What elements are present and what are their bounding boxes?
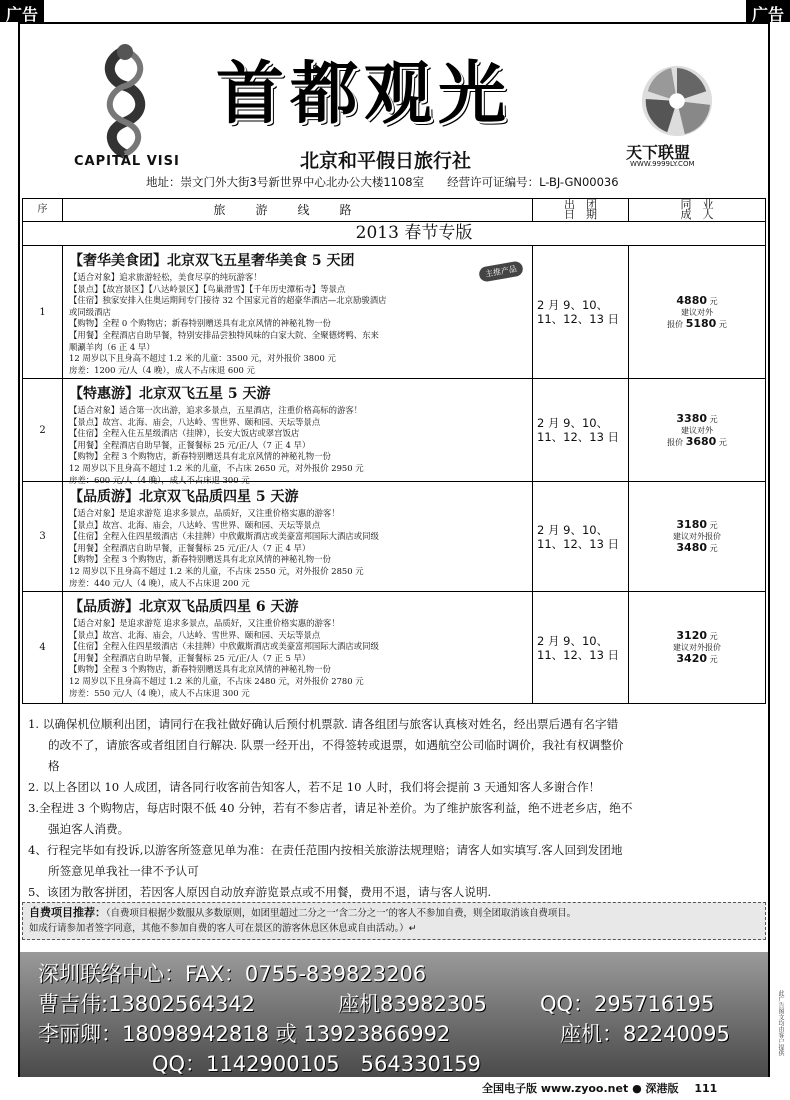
route-title: 【品质游】北京双飞品质四星 6 天游	[69, 599, 299, 615]
row-content	[63, 246, 533, 378]
disclaimer-side: 此广告图文均由客户提供	[777, 990, 784, 1056]
route-line: 房差：1200 元/人（4 晚），成人不占床退 600 元	[69, 364, 255, 375]
address-line: 地址：崇文门外大街3号新世界中心北办公大楼1108室 经营许可证编号：L-BJ-GN00036	[146, 175, 619, 189]
price-cell	[629, 246, 765, 378]
route-title: 【奢华美食团】北京双飞五星奢华美食 5 天团	[69, 253, 355, 269]
price-note: 建议对外报价	[673, 643, 721, 652]
route-line: 【适合对象】是追求游览 追求多景点，品质好，又注重价格实惠的游客！	[69, 618, 340, 628]
route-line: 12 周岁以下且身高不超过 1.2 米的儿童，不占床 2550 元，对外报价 2850 元	[69, 565, 364, 576]
retail-price: 3680	[685, 434, 717, 448]
yuan-unit: 元	[709, 632, 718, 641]
route-line: 【用餐】全程酒店自助早餐，正餐餐标 25 元/正/人（7 正 4 早）	[69, 542, 311, 553]
yuan-unit: 元	[709, 414, 718, 424]
capital-logo-icon	[60, 42, 190, 162]
route-line: 房差：440 元/人（4 晚），成人不占床退 200 元	[69, 577, 250, 588]
yuan-unit: 元	[718, 437, 727, 447]
note-text-cont: 的改不了，请旅客或者组团自行解决. 队票一经开出，不得签转或退票，如遇航空公司临时调价，我社有权调整价	[48, 738, 624, 752]
route-line: 【景点】故宫、北海、庙会，八达岭、雪世界、颐和园、天坛等景点	[69, 629, 321, 640]
contact-seat-2: 座机：82240095	[560, 1022, 730, 1046]
table-row	[22, 592, 766, 704]
route-line: 房差：600 元/人（4 晚），成人不占床退 300 元	[69, 474, 250, 485]
row-content	[63, 482, 533, 591]
table-row	[22, 379, 766, 485]
note-text-cont: 强迫客人消费。	[48, 822, 130, 836]
note-text: 5、该团为散客拼团，若因客人原因自动放弃游览景点或不用餐，费用不退，请与客人说明.	[28, 885, 492, 899]
note-item	[28, 777, 762, 798]
peer-price: 3120	[676, 629, 708, 642]
price-note: 建议对外	[681, 425, 713, 435]
header-dates	[533, 199, 629, 221]
contact-qq-2: QQ：1142900105 564330159	[152, 1052, 481, 1076]
row-number: 3	[23, 482, 63, 591]
price-cell	[629, 379, 765, 481]
contact-name-2: 李丽卿：18098942818 或 13923866992	[38, 1022, 451, 1046]
row-number: 2	[23, 379, 63, 481]
note-text: 1. 以确保机位顺利出团，请同行在我社做好确认后预付机票款. 请各组团与旅客认真核对姓名，经出票后遇有名字错	[28, 717, 619, 731]
optional-activities	[22, 902, 766, 940]
row-content	[63, 592, 533, 703]
price-label: 报价	[667, 437, 684, 447]
yuan-unit: 元	[709, 521, 718, 530]
retail-price: 3420	[676, 652, 708, 665]
optional-text-2: 如成行请参加者签字同意，其他不参加自费的客人可在景区的游客休息区休息或自由活动。）↵	[29, 923, 417, 934]
price-note: 建议对外报价	[673, 532, 721, 541]
route-line: 12 周岁以下且身高不超过 1.2 米的儿童，不占床 2480 元，对外报价 2780 元	[69, 675, 364, 686]
route-line: 【景点】【故宫景区】【八达岭景区】【鸟巢滑雪】【千年历史潭柘寺】等景点	[69, 283, 346, 294]
yuan-unit: 元	[718, 319, 727, 329]
footer-logo-icon: ●	[632, 1082, 642, 1095]
note-text: 4、行程完毕如有投诉,以游客所签意见单为准：在责任范围内按相关旅游法规理赔；请客人如实填写.客人回到发团地	[28, 843, 623, 857]
alliance-url: WWW.9999LY.COM	[630, 160, 695, 168]
peer-price: 3380	[676, 411, 708, 425]
route-line: 【购物】全程 3 个购物店，新春特别赠送具有北京风情的神秘礼物一份	[69, 451, 331, 462]
terms-notes	[20, 714, 768, 903]
page-title: 首都观光	[216, 55, 513, 134]
route-title: 【品质游】北京双飞品质四星 5 天游	[69, 489, 299, 505]
departure-dates: 2 月 9、10、11、12、13 日	[533, 592, 629, 703]
route-line: 【适合对象】是追求游览 追求多景点，品质好，又注重价格实惠的游客！	[69, 508, 340, 518]
footer-site: 全国电子版 www.zyoo.net	[482, 1082, 629, 1095]
note-item	[28, 840, 762, 882]
route-line: 【购物】全程 3 个购物店，新春特别赠送具有北京风情的神秘礼物一份	[69, 664, 331, 675]
row-number: 1	[23, 246, 63, 378]
route-line: 【用餐】全程酒店自助早餐，正餐餐标 25 元/正/人（7 正 5 早）	[69, 652, 311, 663]
optional-text: （自费项目根据少数服从多数原则，如团里超过二分之一‘含二分之一’的客人不参加自费，则全团取消该自费项目。	[106, 908, 577, 919]
contact-seat-1: 座机83982305	[338, 992, 487, 1016]
footer-page: 111	[694, 1082, 718, 1095]
contact-panel	[20, 952, 768, 1077]
ad-label-right: 广告	[746, 0, 790, 22]
route-line: 【住宿】全程入住四星级酒店（未挂牌）中欣戴斯酒店或美豪富邦国际大酒店或同级	[69, 531, 379, 542]
route-line: 【景点】故宫、北海、庙会，八达岭、雪世界、颐和园、天坛等景点	[69, 416, 321, 427]
header-peer	[629, 199, 765, 221]
route-line: 【景点】故宫、北海、庙会，八达岭、雪世界、颐和园、天坛等景点	[69, 519, 321, 530]
route-line: 房差：550 元/人（4 晚），成人不占床退 300 元	[69, 687, 250, 698]
header-dates-2: 日 期	[564, 208, 597, 221]
table-header	[22, 198, 766, 222]
note-text-cont: 所签意见单我社一律不予认可	[48, 864, 199, 878]
note-item	[28, 798, 762, 840]
yuan-unit: 元	[709, 544, 718, 553]
retail-price: 3480	[676, 541, 708, 554]
note-text: 3.全程进 3 个购物店，每店时限不低 40 分钟，若有不参店者，请足补差价。为了维护旅客利益，绝不进老乡店，绝不	[28, 801, 633, 815]
featured-badge: 主推产品	[478, 260, 524, 282]
yuan-unit: 元	[709, 655, 718, 664]
route-line: 【购物】全程 0 个购物店；新春特别赠送具有北京风情的神秘礼物一份	[69, 318, 331, 329]
header	[20, 24, 768, 194]
note-item	[28, 882, 762, 903]
route-title: 【特惠游】北京双飞五星 5 天游	[69, 386, 271, 402]
price-note: 建议对外	[681, 307, 713, 317]
route-line: 【适合对象】追求旅游轻松，美食尽享的纯玩游客！	[69, 272, 262, 282]
ad-label-left: 广告	[0, 0, 44, 22]
page-footer	[482, 1080, 717, 1096]
route-line: 【适合对象】适合第一次出游，追求多景点，五星酒店，注重价格高标的游客！	[69, 405, 363, 415]
agency-name: 北京和平假日旅行社	[300, 150, 472, 172]
table-row	[22, 246, 766, 379]
route-line: 【购物】全程 3 个购物店，新春特别赠送具有北京风情的神秘礼物一份	[69, 554, 331, 565]
retail-price: 5180	[685, 316, 717, 330]
contact-qq-1: QQ：295716195	[540, 992, 715, 1016]
contact-name-1: 曹吉伟:13802564342	[38, 992, 256, 1016]
route-line: 【住宿】独家安排入住奥运期间专门接待 32 个国家元首的超豪华酒店—北京励骏酒店	[69, 295, 387, 306]
header-peer-2: 成 人	[680, 208, 714, 221]
peer-price: 4880	[676, 293, 708, 307]
yuan-unit: 元	[709, 296, 718, 306]
header-seq: 序	[23, 199, 63, 221]
price-cell	[629, 592, 765, 703]
route-line: 12 周岁以下且身高不超过 1.2 米的儿童：3500 元，对外报价 3800 元	[69, 353, 336, 364]
departure-dates: 2 月 9、10、11、12、13 日	[533, 246, 629, 378]
note-text: 2. 以上各团以 10 人成团，请各同行收客前告知客人，若不足 10 人时，我们将会提前 3 天通知客人多谢合作！	[28, 780, 601, 794]
optional-label: 自费项目推荐：	[29, 906, 106, 919]
note-text-cont: 格	[48, 759, 60, 773]
route-line: 12 周岁以下且身高不超过 1.2 米的儿童，不占床 2650 元，对外报价 2950 元	[69, 462, 364, 473]
row-content	[63, 379, 533, 488]
route-line: 【用餐】全程酒店自助早餐，特别安排品尝独特风味的白家大院、全聚德烤鸭、东来	[69, 329, 379, 340]
special-edition-title: 2013 春节专版	[22, 222, 766, 246]
header-route: 旅游线路	[63, 199, 533, 221]
footer-edition: 深港版	[645, 1082, 679, 1095]
table-row	[22, 482, 766, 592]
peer-price: 3180	[676, 518, 708, 531]
row-number: 4	[23, 592, 63, 703]
alliance-logo-icon	[638, 62, 716, 140]
fax-line: 深圳联络中心：FAX：0755-839823206	[38, 962, 427, 986]
header-peer-1: 同 业	[680, 198, 714, 211]
itinerary-table	[22, 198, 766, 704]
ad-frame	[18, 22, 770, 1077]
note-item	[28, 714, 762, 777]
header-dates-1: 出 团	[564, 198, 597, 211]
departure-dates: 2 月 9、10、11、12、13 日	[533, 482, 629, 591]
route-line: 顺涮羊肉（6 正 4 早）	[69, 341, 155, 352]
route-line: 【住宿】全程入住四星级酒店（未挂牌）中欣戴斯酒店或美豪富邦国际大酒店或同级	[69, 641, 379, 652]
route-line: 或同级酒店	[69, 306, 111, 317]
route-line: 【住宿】全程入住五星级酒店（挂牌），长安大饭店或翠宫饭店	[69, 428, 300, 439]
logo-text: CAPITAL VISI	[74, 154, 180, 169]
price-cell	[629, 482, 765, 591]
departure-dates: 2 月 9、10、11、12、13 日	[533, 379, 629, 481]
price-label: 报价	[667, 319, 684, 329]
alliance-name: 天下联盟	[626, 143, 691, 162]
route-line: 【用餐】全程酒店自助早餐，正餐餐标 25 元/正/人（7 正 4 早）	[69, 439, 311, 450]
